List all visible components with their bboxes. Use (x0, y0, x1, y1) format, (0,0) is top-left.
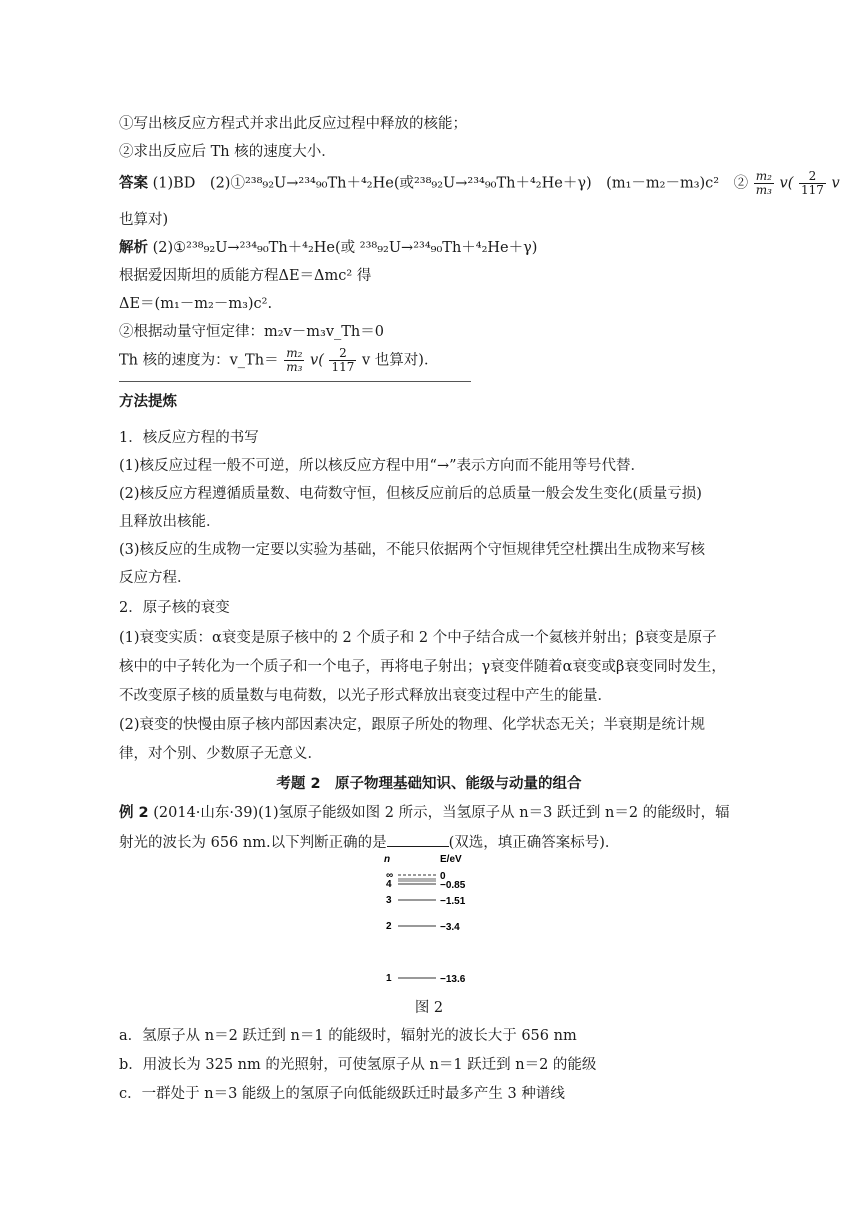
analysis-label: 解析 (119, 240, 148, 256)
answer-blank (387, 832, 449, 847)
example-text2b: (双选，填正确答案标号)． (448, 835, 620, 851)
method-title: 方法提炼 (119, 394, 177, 410)
axis-energy-label: E/eV (440, 854, 462, 865)
analysis-line3: ΔE＝(m₁－m₂－m₃)c². (119, 296, 273, 312)
level-n-label: 3 (386, 895, 392, 906)
figure-caption: 图 2 (414, 1000, 444, 1016)
axis-n-label: n (384, 854, 391, 865)
energy-levels (386, 870, 466, 985)
analysis-frac2-den: 117 (331, 360, 355, 374)
option-b: b．用波长为 325 nm 的光照射，可使氢原子从 n＝1 跃迁到 n＝2 的能级 (119, 1057, 597, 1073)
method-para-4a: (1)衰变实质：α衰变是原子核中的 2 个质子和 2 个中子结合成一个氦核并射出；β衰变是原子 (119, 630, 717, 646)
analysis-line5-post: v 也算对)． (361, 352, 439, 369)
answer-frac2-den: 117 (801, 183, 824, 197)
analysis-frac1-den: m₃ (286, 360, 303, 374)
method-para-5b: 律，对个别、少数原子无意义． (119, 746, 322, 762)
answer-line (119, 169, 840, 197)
analysis-fraction-mass (284, 347, 304, 374)
analysis-line2: 根据爱因斯坦的质能方程ΔE＝Δmc² 得 (119, 268, 372, 284)
answer-fraction-mass (754, 170, 774, 197)
level-energy-label: −3.4 (440, 922, 460, 933)
example-text1: (2014·山东·39)(1)氢原子能级如图 2 所示，当氢原子从 n＝3 跃迁到 n＝2 的能级时，辐 (153, 805, 730, 821)
question-part2: ②求出反应后 Th 核的速度大小． (119, 144, 336, 160)
level-n-label: ∞ (386, 870, 394, 881)
level-n-label: 2 (386, 921, 392, 932)
level-energy-label: 0 (440, 871, 446, 882)
answer-label: 答案 (119, 175, 148, 192)
method-para-2b: 且释放出核能． (119, 514, 221, 530)
method-para-1: (1)核反应过程一般不可逆，所以核反应方程中用“→”表示方向而不能用等号代替． (119, 458, 646, 474)
example-text2a: 射光的波长为 656 nm.以下判断正确的是 (119, 835, 387, 851)
method-para-4b: 核中的中子转化为一个质子和一个电子，再将电子射出；γ衰变伴随着α衰变或β衰变同时发生， (119, 659, 726, 675)
method-para-2a: (2)核反应方程遵循质量数、电荷数守恒，但核反应前后的总质量一般会发生变化(质量亏损) (119, 486, 702, 502)
level-energy-label: −1.51 (440, 896, 466, 907)
example-line1 (119, 803, 739, 823)
answer-line2: 也算对) (119, 212, 169, 228)
option-a: a．氢原子从 n＝2 跃迁到 n＝1 的能级时，辐射光的波长大于 656 nm (119, 1028, 577, 1044)
level-n-label: 4 (386, 879, 392, 890)
answer-frac1-den: m₃ (755, 183, 772, 197)
energy-level-diagram (380, 850, 500, 990)
question-part1: ①写出核反应方程式并求出此反应过程中释放的核能； (119, 116, 467, 132)
topic-title: 考题 2 原子物理基础知识、能级与动量的组合 (276, 776, 582, 792)
method-para-3b: 反应方程． (119, 570, 192, 586)
level-energy-label: −0.85 (440, 880, 466, 891)
analysis-frac2-num: 2 (329, 347, 356, 361)
analysis-line5-pre: Th 核的速度为：v_Th＝ (119, 352, 279, 369)
answer-content: (1)BD (2)①²³⁸₉₂U→²³⁴₉₀Th＋⁴₂He(或²³⁸₉₂U→²³⁴₉₀Th＋⁴₂He＋γ) (m₁－m₂－m₃)c² ② (152, 175, 749, 192)
answer-tail: v (831, 175, 840, 192)
method-heading-1: 1．核反应方程的书写 (119, 430, 259, 446)
level-energy-label: −13.6 (440, 974, 466, 985)
method-para-3a: (3)核反应的生成物一定要以实验为基础，不能只依据两个守恒规律凭空杜撰出生成物来写核 (119, 542, 706, 558)
method-para-5a: (2)衰变的快慢由原子核内部因素决定，跟原子所处的物理、化学状态无关；半衰期是统计规 (119, 717, 706, 733)
analysis-line4: ②根据动量守恒定律：m₂v－m₃v_Th＝0 (119, 324, 384, 340)
method-heading-2: 2．原子核的衰变 (119, 600, 230, 616)
analysis-line1 (119, 238, 739, 258)
answer-fraction-number (799, 170, 826, 197)
answer-frac2-num: 2 (799, 170, 826, 184)
analysis-frac1-num: m₂ (286, 346, 303, 360)
answer-mid: v( (779, 175, 794, 192)
analysis-text1: (2)①²³⁸₉₂U→²³⁴₉₀Th＋⁴₂He(或 ²³⁸₉₂U→²³⁴₉₀Th＋⁴₂He＋γ) (152, 240, 538, 256)
section-divider (119, 381, 471, 382)
analysis-fraction-number (329, 347, 356, 374)
level-n-label: 1 (386, 973, 392, 984)
analysis-line5-mid: v( (310, 352, 324, 369)
option-c: c．一群处于 n＝3 能级上的氢原子向低能级跃迁时最多产生 3 种谱线 (119, 1086, 565, 1102)
method-para-4c: 不改变原子核的质量数与电荷数，以光子形式释放出衰变过程中产生的能量． (119, 688, 612, 704)
analysis-line5 (119, 347, 739, 374)
example-label: 例 2 (119, 805, 149, 821)
answer-frac1-num: m₂ (755, 169, 772, 183)
